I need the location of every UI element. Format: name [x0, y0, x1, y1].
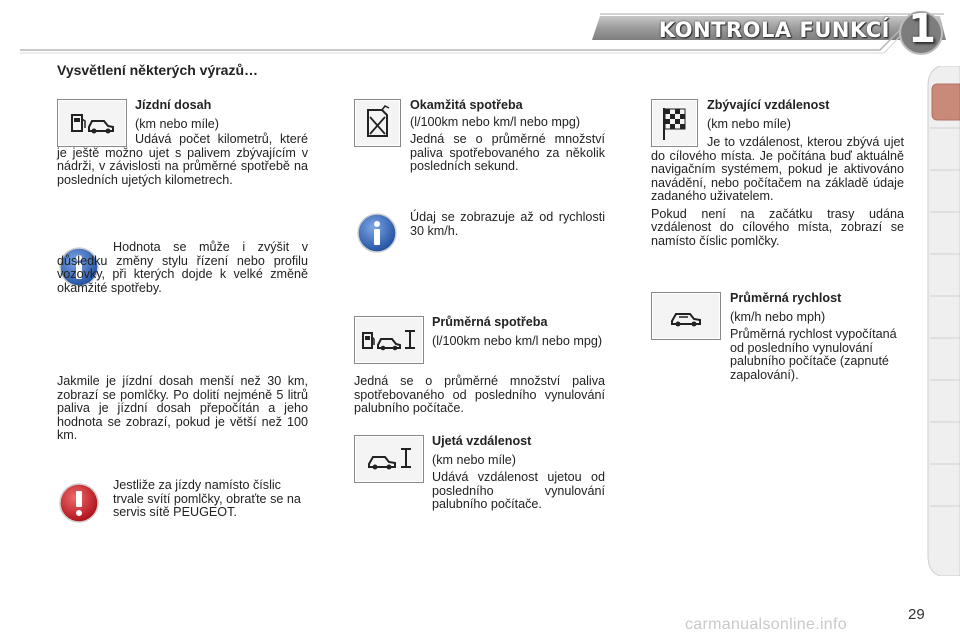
- page-number: 29: [908, 606, 925, 623]
- instant-info-note: [410, 211, 605, 238]
- car-speed-icon: [652, 293, 720, 339]
- remaining-block: [707, 99, 904, 135]
- section-heading: Vysvětlení některých výrazů…: [57, 62, 259, 78]
- distance-title: Ujetá vzdálenost: [432, 434, 532, 448]
- warning-text: Jestliže za jízdy namísto číslic trvale svítí pomlčky, obraťte se na servis sítě PEUGEOT.: [113, 478, 301, 519]
- active-tab: [932, 84, 960, 120]
- distance-block: [432, 435, 605, 512]
- instant-title: Okamžitá spotřeba: [410, 98, 523, 112]
- warning-note: [113, 479, 309, 520]
- range-text: Udává počet kilometrů, které je ještě možno ujet s palivem zbývajícím v nádrži, v závislosti na průměrné spotřebě na posledních ujetých kilometrech.: [57, 132, 308, 187]
- remaining-text-block: [651, 136, 904, 248]
- info-icon: [356, 212, 398, 254]
- instant-info-text: Údaj se zobrazuje až od rychlosti 30 km/h.: [410, 210, 605, 238]
- average-consumption-text: Jedná se o průměrné množství paliva spotřebovaného od posledního vynulování palubního počítače.: [354, 374, 605, 415]
- range-dashes-block: [57, 375, 308, 443]
- average-speed-block: [730, 292, 904, 382]
- instant-icon-box: [354, 99, 401, 147]
- distance-unit: (km nebo míle): [432, 452, 516, 467]
- range-text-block: [57, 133, 308, 187]
- average-consumption-block: [432, 316, 605, 348]
- average-consumption-text-block: [354, 375, 605, 416]
- distance-text: Udává vzdálenost ujetou od posledního vynulování palubního počítače.: [432, 470, 605, 511]
- remaining-unit: (km nebo míle): [707, 116, 791, 131]
- range-info-text: Hodnota se může i zvýšit v důsledku změny stylu řízení nebo profilu vozovky, při kterých dojde k velké změně okamžité spotřeby.: [57, 240, 308, 295]
- range-title: Jízdní dosah: [135, 98, 212, 112]
- chapter-number: 1: [908, 6, 936, 52]
- remaining-title: Zbývající vzdálenost: [707, 98, 830, 112]
- fuel-can-icon: [355, 100, 400, 146]
- watermark: carmanualsonline.info: [685, 616, 847, 633]
- warning-icon: [58, 482, 100, 524]
- chapter-title: KONTROLA FUNKCÍ: [658, 18, 890, 42]
- remaining-text2: Pokud není na začátku trasy udána vzdálenost do cílového místa, zobrazí se namísto číslic pomlčky.: [651, 206, 904, 248]
- instant-unit: (l/100km nebo km/l nebo mpg): [410, 114, 581, 129]
- average-speed-icon-box: [651, 292, 721, 340]
- chapter-tabs: [926, 66, 960, 576]
- range-unit: (km nebo míle): [135, 116, 219, 131]
- car-trip-icon: [355, 436, 423, 482]
- range-block: [135, 99, 308, 135]
- range-dashes-text: Jakmile je jízdní dosah menší než 30 km, zobrazí se pomlčky. Po dolití nejméně 5 litrů paliva je jízdní dosah přepočítán a jeho hodnota se zobrazí, pokud je větší než 100 km.: [57, 374, 308, 442]
- instant-text: Jedná se o průměrné množství paliva spotřebovaného za několik posledních sekund.: [410, 132, 605, 173]
- average-consumption-title: Průměrná spotřeba: [432, 315, 548, 329]
- average-consumption-icon-box: [354, 316, 424, 364]
- remaining-text1: Je to vzdálenost, kterou zbývá ujet do cílového místa. Je počítána buď aktuálně navigačním systémem, pokud je aktivováno navádění, nebo počítačem na základě údaje zadaného uživatelem.: [651, 135, 904, 203]
- distance-icon-box: [354, 435, 424, 483]
- average-consumption-unit: (l/100km nebo km/l nebo mpg): [432, 333, 603, 348]
- range-info-note: [57, 241, 308, 295]
- average-speed-unit: (km/h nebo mph): [730, 309, 826, 324]
- fuel-car-trip-icon: [355, 317, 423, 363]
- average-speed-text: Průměrná rychlost vypočítaná od posledního vynulování palubního počítače (zapnuté zapalování).: [730, 327, 897, 382]
- average-speed-title: Průměrná rychlost: [730, 291, 842, 305]
- instant-block: [410, 99, 605, 174]
